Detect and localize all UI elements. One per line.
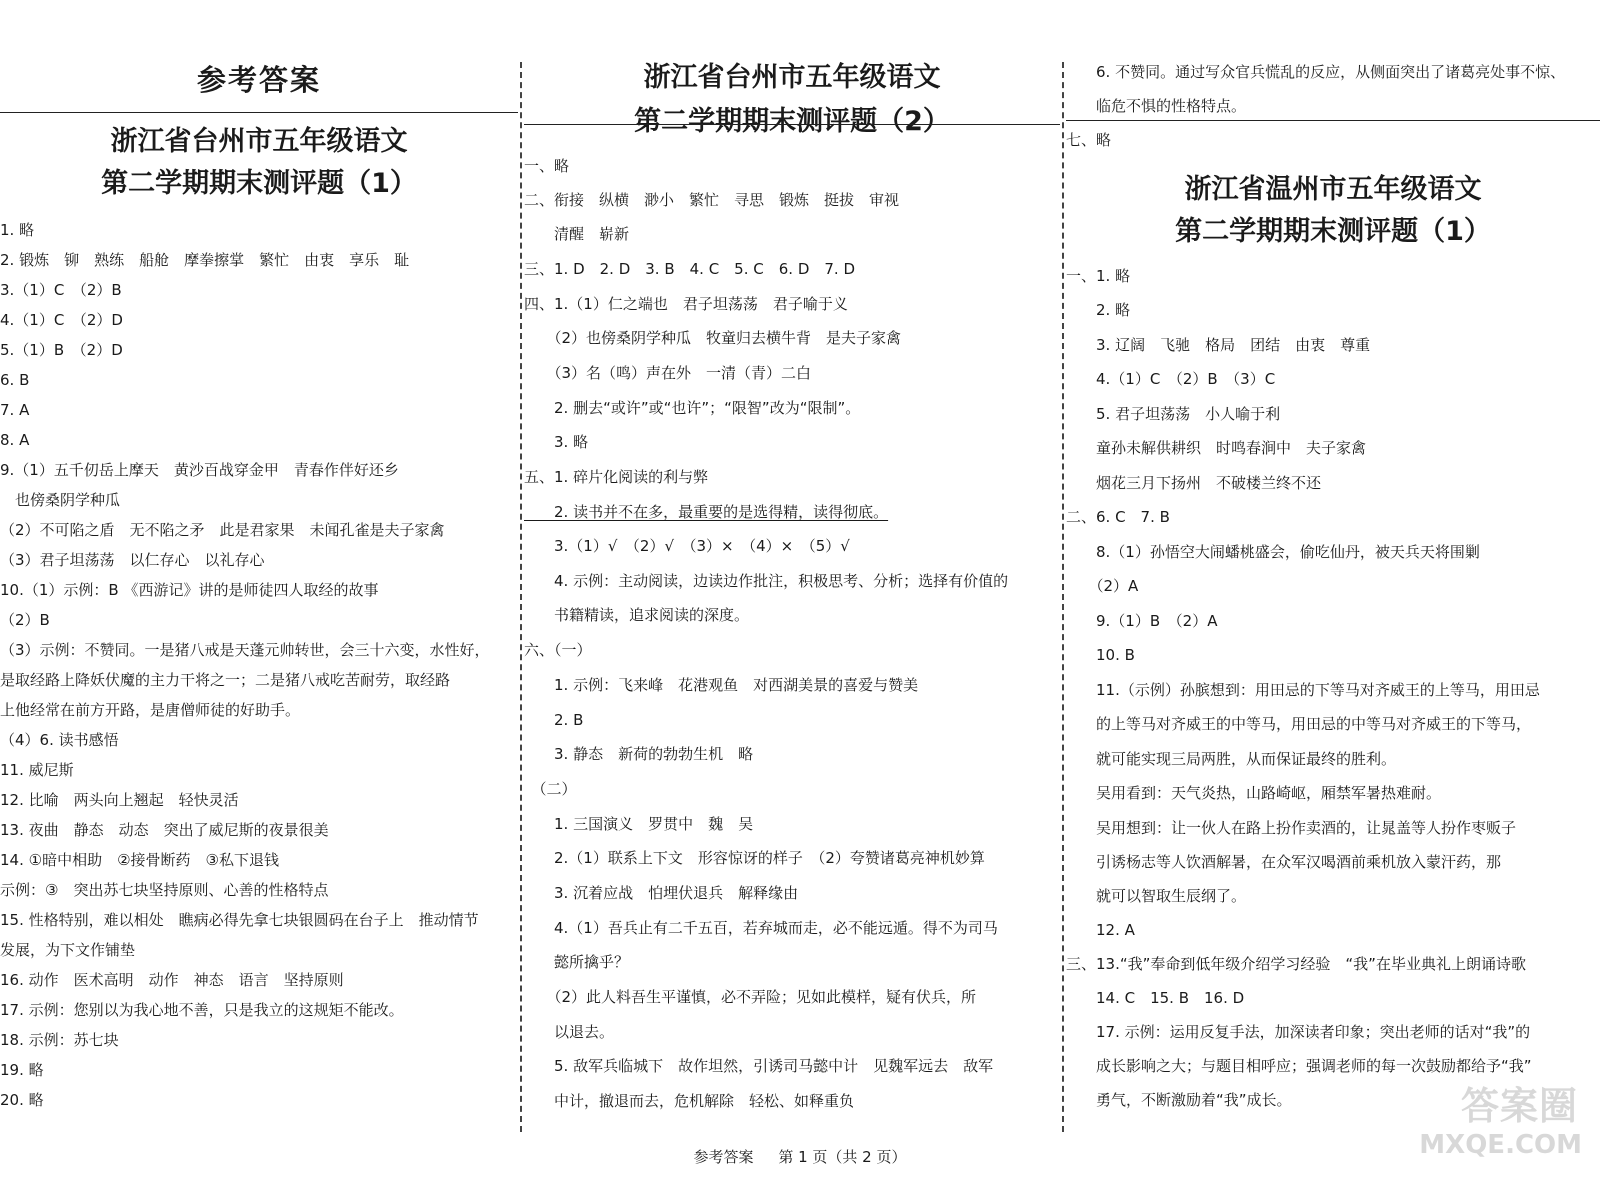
answer-line: 六、（一） [524, 641, 592, 659]
answer-line: 11. 威尼斯 [0, 761, 74, 779]
answer-line: 8. A [0, 431, 30, 449]
answer-line: 4.（1）C （2）D [0, 311, 123, 329]
answer-line: 5. 敌军兵临城下 故作坦然，引诱司马懿中计 见魏军远去 敌军 [524, 1057, 994, 1075]
answer-line: 2. B [524, 711, 584, 729]
answer-line: 8.（1）孙悟空大闹蟠桃盛会，偷吃仙丹，被天兵天将围剿 [1066, 543, 1480, 561]
answer-line: 书籍精读，追求阅读的深度。 [524, 606, 750, 624]
answer-line: 五、1. 碎片化阅读的利与弊 [524, 468, 709, 486]
answer-line: （2）此人料吾生平谨慎，必不弄险；见如此模样，疑有伏兵，所 [524, 988, 977, 1006]
answer-line: 引诱杨志等人饮酒解暑，在众军汉喝酒前乘机放入蒙汗药，那 [1066, 853, 1502, 871]
answer-line: 也傍桑阴学种瓜 [0, 491, 121, 509]
answer-line: 6. B [0, 371, 30, 389]
watermark-logo: 答案圈 [1460, 1084, 1578, 1128]
answer-line: 16. 动作 医术高明 动作 神态 语言 坚持原则 [0, 971, 344, 989]
answer-line: 2.（1）联系上下文 形容惊讶的样子 （2）夸赞诸葛亮神机妙算 [524, 849, 985, 867]
answer-line: （3）名（鸣）声在外 一清（青）二白 [524, 364, 812, 382]
section-title-1: 浙江省台州市五年级语文 [110, 126, 408, 157]
answer-line: 6. 不赞同。通过写众官兵慌乱的反应，从侧面突出了诸葛亮处事不惊、 [1066, 63, 1566, 81]
answer-line: 5. 君子坦荡荡 小人喻于利 [1066, 405, 1281, 423]
answer-line: 以退去。 [524, 1023, 615, 1041]
answer-line: 成长影响之大；与题目相呼应；强调老师的每一次鼓励都给予“我” [1066, 1057, 1532, 1075]
answer-line: 懿所擒乎？ [524, 953, 630, 971]
answer-line: 1. 略 [0, 221, 35, 239]
answer-line: 10.（1）示例：B 《西游记》讲的是师徒四人取经的故事 [0, 581, 379, 599]
footer-label: 参考答案 [693, 1148, 754, 1166]
answer-line: （2）不可陷之盾 无不陷之矛 此是君家果 未闻孔雀是夫子家禽 [0, 521, 445, 539]
answer-line: 7. A [0, 401, 30, 419]
answer-line: 童孙未解供耕织 时鸣春涧中 夫子家禽 [1066, 439, 1367, 457]
answer-line: 发展，为下文作铺垫 [0, 941, 136, 959]
answer-line: 烟花三月下扬州 不破楼兰终不还 [1066, 474, 1322, 492]
answer-line: 就可以智取生辰纲了。 [1066, 887, 1247, 905]
answer-line: 一、1. 略 [1066, 267, 1131, 285]
answer-line: 2. 锻炼 铆 熟练 船舱 摩拳擦掌 繁忙 由衷 享乐 耻 [0, 251, 410, 269]
answer-line: 15. 性格特别，难以相处 瞧病必得先拿七块银圆码在台子上 推动情节 [0, 911, 479, 929]
answer-line: （4）6. 读书感悟 [0, 731, 119, 749]
answer-line: 14. C 15. B 16. D [1066, 989, 1245, 1007]
header-rule [524, 124, 1060, 125]
answer-line: （2）也傍桑阴学种瓜 牧童归去横牛背 是夫子家禽 [524, 329, 902, 347]
answer-line: 吴用想到：让一伙人在路上扮作卖酒的，让晁盖等人扮作枣贩子 [1066, 819, 1517, 837]
answer-line: 10. B [1066, 646, 1135, 664]
answer-line-underlined: 2. 读书并不在多，最重要的是选得精，读得彻底。 [524, 503, 889, 521]
answer-line: 3.（1）C （2）B [0, 281, 122, 299]
page-header: 参考答案 [196, 63, 321, 97]
answer-line: 12. 比喻 两头向上翘起 轻快灵活 [0, 791, 239, 809]
answer-line: 上他经常在前方开路，是唐僧师徒的好助手。 [0, 701, 301, 719]
answer-line: 吴用看到：天气炎热，山路崎岖，厢禁军暑热难耐。 [1066, 784, 1442, 802]
answer-line: 9.（1）B （2）A [1066, 612, 1218, 630]
section-title-3: 浙江省温州市五年级语文 [1184, 174, 1482, 205]
watermark-url: MXQE.COM [1419, 1130, 1582, 1160]
column-3 [1066, 0, 1600, 1179]
answer-line: 一、略 [524, 157, 570, 175]
answer-line: 14. ①暗中相助 ②接骨断药 ③私下退钱 [0, 851, 279, 869]
answer-line: 三、13.“我”奉命到低年级介绍学习经验 “我”在毕业典礼上朗诵诗歌 [1066, 955, 1526, 973]
answer-line: 二、衔接 纵横 渺小 繁忙 寻思 锻炼 挺拔 审视 [524, 191, 900, 209]
answer-line: （3）示例：不赞同。一是猪八戒是天蓬元帅转世，会三十六变，水性好， [0, 641, 490, 659]
section-subtitle-1: 第二学期期末测评题（1） [101, 168, 417, 199]
answer-line: 2. 删去“或许”或“也许”；“限智”改为“限制”。 [524, 399, 861, 417]
answer-line: 的上等马对齐威王的中等马，用田忌的中等马对齐威王的下等马， [1066, 715, 1532, 733]
answer-line: 3. 辽阔 飞驰 格局 团结 由衷 尊重 [1066, 336, 1371, 354]
answer-line: 13. 夜曲 静态 动态 突出了威尼斯的夜景很美 [0, 821, 329, 839]
answer-line: （2）A [1066, 577, 1139, 595]
answer-line: 19. 略 [0, 1061, 44, 1079]
answer-line: 17. 示例：您别以为我心地不善，只是我立的这规矩不能改。 [0, 1001, 404, 1019]
answer-line: （2）B [0, 611, 50, 629]
answer-line: 临危不惧的性格特点。 [1066, 97, 1247, 115]
section-subtitle-2: 第二学期期末测评题（2） [634, 106, 950, 137]
section-title-2: 浙江省台州市五年级语文 [643, 62, 941, 93]
answer-line: 1. 三国演义 罗贯中 魏 吴 [524, 815, 754, 833]
answer-line: 3.（1）√ （2）√ （3）× （4）× （5）√ [524, 537, 850, 555]
answer-line: 清醒 崭新 [524, 225, 630, 243]
answer-line: （二） [524, 780, 577, 798]
answer-line: 示例：③ 突出苏七块坚持原则、心善的性格特点 [0, 881, 329, 899]
answer-line: 二、6. C 7. B [1066, 508, 1170, 526]
answer-line: 中计，撤退而去，危机解除 轻松、如释重负 [524, 1092, 855, 1110]
answer-line: 4.（1）C （2）B （3）C [1066, 370, 1276, 388]
header-rule [1066, 120, 1600, 121]
answer-line: 3. 略 [524, 433, 589, 451]
answer-line: 2. 略 [1066, 301, 1131, 319]
column-divider-2 [1062, 62, 1064, 1132]
answer-line: 就可能实现三局两胜，从而保证最终的胜利。 [1066, 750, 1397, 768]
section-subtitle-3: 第二学期期末测评题（1） [1175, 216, 1491, 247]
page-number: 第 1 页（共 2 页） [778, 1148, 907, 1166]
answer-line: 12. A [1066, 921, 1135, 939]
answer-line: 4.（1）吾兵止有二千五百，若弃城而走，必不能远遁。得不为司马 [524, 919, 998, 937]
answer-line: 3. 静态 新荷的勃勃生机 略 [524, 745, 754, 763]
answer-line: 11.（示例）孙膑想到：用田忌的下等马对齐威王的上等马，用田忌 [1066, 681, 1540, 699]
column-divider-1 [520, 62, 522, 1132]
answer-line: 5.（1）B （2）D [0, 341, 123, 359]
answer-line: 17. 示例：运用反复手法，加深读者印象；突出老师的话对“我”的 [1066, 1023, 1531, 1041]
answer-line: 三、1. D 2. D 3. B 4. C 5. C 6. D 7. D [524, 260, 855, 278]
answer-line: 四、1.（1）仁之端也 君子坦荡荡 君子喻于义 [524, 295, 848, 313]
answer-line: 3. 沉着应战 怕埋伏退兵 解释缘由 [524, 884, 799, 902]
column-1 [0, 0, 518, 1179]
answer-line: 18. 示例：苏七块 [0, 1031, 119, 1049]
answer-line: 20. 略 [0, 1091, 44, 1109]
answer-line: 是取经路上降妖伏魔的主力干将之一；二是猪八戒吃苦耐劳，取经路 [0, 671, 451, 689]
column-2 [524, 0, 1060, 1179]
answer-line: （3）君子坦荡荡 以仁存心 以礼存心 [0, 551, 265, 569]
answer-line: 4. 示例：主动阅读，边读边作批注，积极思考、分析；选择有价值的 [524, 572, 1009, 590]
header-rule [0, 112, 518, 113]
page-footer [0, 1147, 1600, 1167]
answer-line: 9.（1）五千仞岳上摩天 黄沙百战穿金甲 青春作伴好还乡 [0, 461, 399, 479]
answer-line: 勇气，不断激励着“我”成长。 [1066, 1091, 1292, 1109]
answer-line: 1. 示例：飞来峰 花港观鱼 对西湖美景的喜爱与赞美 [524, 676, 919, 694]
answer-line: 七、略 [1066, 131, 1112, 149]
